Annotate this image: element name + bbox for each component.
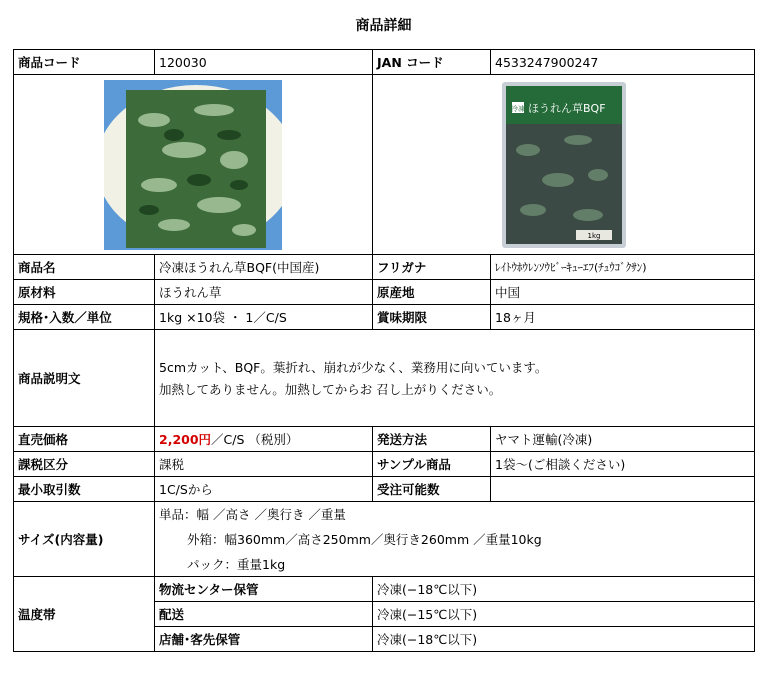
- sample-value: 1袋～(ご相談ください): [491, 452, 755, 477]
- code-row: [14, 50, 755, 75]
- svg-text:1kg: 1kg: [587, 231, 600, 240]
- min-order-label: 最小取引数: [14, 477, 155, 502]
- spec-value: 1kg ×10袋 ・ 1／C/S: [155, 305, 373, 330]
- temp-item-name: 店舗･客先保管: [155, 627, 373, 652]
- order-capacity-value: [491, 477, 755, 502]
- shipping-value: ヤマト運輸(冷凍): [491, 427, 755, 452]
- frozen-spinach-on-plate-photo: [104, 80, 282, 250]
- description-row: [14, 330, 755, 427]
- temp-item-value: 冷凍(−18℃以下): [373, 577, 755, 602]
- temperature-label: 温度帯: [14, 577, 155, 652]
- product-name-value: 冷凍ほうれん草BQF(中国産): [155, 255, 373, 280]
- material-label: 原材料: [14, 280, 155, 305]
- price-unit: ／C/S （税別）: [211, 432, 299, 447]
- furigana-label: フリガナ: [373, 255, 491, 280]
- description-value: [155, 330, 755, 427]
- expiry-label: 賞味期限: [373, 305, 491, 330]
- description-line-2: 加熱してありません。加熱してからお 召し上がりください。: [159, 382, 502, 397]
- page-title: 商品詳細: [355, 18, 412, 34]
- shipping-label: 発送方法: [373, 427, 491, 452]
- material-value: ほうれん草: [155, 280, 373, 305]
- package-photo-cell: [373, 75, 755, 255]
- frozen-spinach-package-photo: [498, 80, 630, 250]
- expiry-value: 18ヶ月: [491, 305, 755, 330]
- name-row: [14, 255, 755, 280]
- price-value: [155, 427, 373, 452]
- spec-label: 規格･入数／単位: [14, 305, 155, 330]
- description-label: 商品説明文: [14, 330, 155, 427]
- size-row: [14, 502, 755, 527]
- jan-code-label: JAN コード: [373, 50, 491, 75]
- size-line-2: 外箱：幅360mm／高さ250mm／奥行き260mm ／重量10kg: [155, 527, 755, 552]
- tax-label: 課税区分: [14, 452, 155, 477]
- image-row: [14, 75, 755, 255]
- size-label: サイズ(内容量): [14, 502, 155, 577]
- temp-row-1: [14, 577, 755, 602]
- price-amount: 2,200円: [159, 432, 212, 447]
- temp-item-name: 配送: [155, 602, 373, 627]
- product-code-label: 商品コード: [14, 50, 155, 75]
- product-detail-table: [13, 49, 755, 652]
- sample-label: サンプル商品: [373, 452, 491, 477]
- price-label: 直売価格: [14, 427, 155, 452]
- size-line-3: パック：重量1kg: [155, 552, 755, 577]
- description-line-1: 5cmカット、BQF。葉折れ、崩れが少なく、業務用に向いています。: [159, 360, 548, 375]
- min-order-row: [14, 477, 755, 502]
- product-photo-cell: [14, 75, 373, 255]
- min-order-value: 1C/Sから: [155, 477, 373, 502]
- material-row: [14, 280, 755, 305]
- svg-text:冷凍: 冷凍: [510, 104, 525, 113]
- origin-value: 中国: [491, 280, 755, 305]
- jan-code-value: 4533247900247: [491, 50, 755, 75]
- svg-text:ほうれん草BQF: ほうれん草BQF: [527, 101, 606, 115]
- price-row: [14, 427, 755, 452]
- tax-row: [14, 452, 755, 477]
- tax-value: 課税: [155, 452, 373, 477]
- temp-item-value: 冷凍(−15℃以下): [373, 602, 755, 627]
- temp-item-value: 冷凍(−18℃以下): [373, 627, 755, 652]
- product-name-label: 商品名: [14, 255, 155, 280]
- origin-label: 原産地: [373, 280, 491, 305]
- size-line-1: 単品：幅 ／高さ ／奥行き ／重量: [155, 502, 755, 527]
- order-capacity-label: 受注可能数: [373, 477, 491, 502]
- furigana-value: ﾚｲﾄｳﾎｳﾚﾝｿｳﾋﾞｰｷｭｰｴﾌ(ﾁｭｳｺﾞｸｻﾝ): [491, 255, 755, 280]
- spec-row: [14, 305, 755, 330]
- product-code-value: 120030: [155, 50, 373, 75]
- temp-item-name: 物流センター保管: [155, 577, 373, 602]
